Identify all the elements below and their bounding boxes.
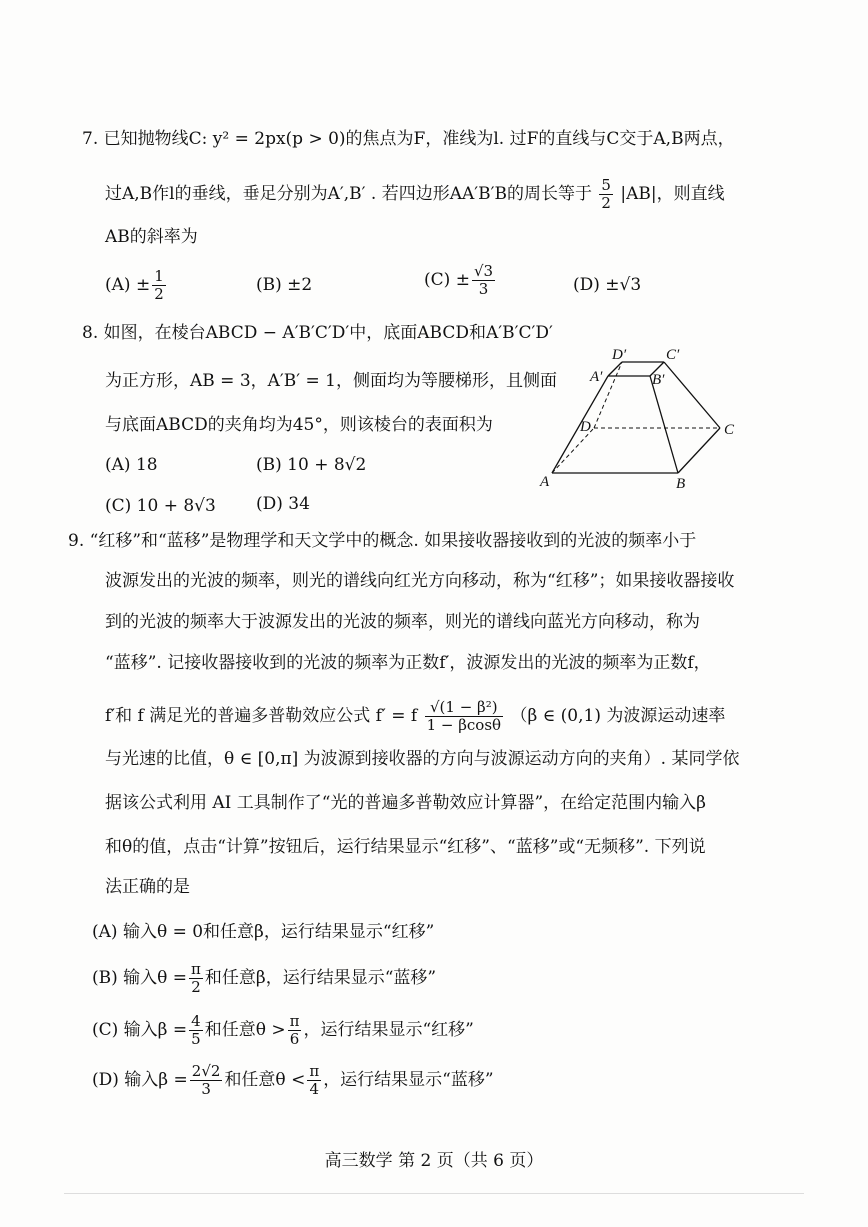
bottom-divider: [64, 1193, 804, 1194]
q8-number: 8.: [82, 323, 99, 343]
label-B1: B′: [652, 372, 665, 388]
q8-option-d: (D) 34: [256, 494, 310, 514]
q9-stem-5b: （β ∈ (0,1) 为波源运动速率: [510, 706, 726, 726]
q9-stem-2: 波源发出的光波的频率，则光的谱线向红光方向移动，称为“红移”；如果接收器接收: [105, 571, 735, 591]
q8-stem-1: 如图，在棱台ABCD − A′B′C′D′中，底面ABCD和A′B′C′D′: [103, 323, 553, 343]
q9-stem-4: “蓝移”. 记接收器接收到的光波的频率为正数f′，波源发出的光波的频率为正数f，: [105, 653, 711, 673]
q9-line-5: [105, 696, 725, 736]
q9-stem-1: “红移”和“蓝移”是物理学和天文学中的概念. 如果接收器接收到的光波的频率小于: [89, 531, 697, 551]
q9-stem-8: 和θ的值，点击“计算”按钮后，运行结果显示“红移”、“蓝移”或“无频移”. 下列说: [105, 837, 706, 857]
q7-stem-3: AB的斜率为: [105, 227, 198, 247]
q9-option-d: (D) 输入β = $\frac{2√2}{3}$ 和任意θ < $\frac{\pi}{4}$ ，运行结果显示“蓝移”: [92, 1062, 494, 1098]
label-A: A: [540, 474, 550, 490]
q9-option-b: (B) 输入θ = $\frac{\pi}{2}$ 和任意β，运行结果显示“蓝移”: [92, 960, 437, 996]
label-D1: D′: [612, 347, 627, 363]
page-footer: 高三数学 第 2 页（共 6 页）: [324, 1151, 544, 1171]
q8-stem-2: 为正方形，AB = 3，A′B′ = 1，侧面均为等腰梯形，且侧面: [105, 371, 557, 391]
q9-option-c: (C) 输入β = $\frac{4}{5}$ 和任意θ > $\frac{\pi}{6}$ ，运行结果显示“红移”: [92, 1012, 474, 1048]
label-C1: C′: [666, 347, 680, 363]
q8-option-a: (A) 18: [105, 455, 158, 475]
q7-number: 7.: [82, 129, 99, 149]
frustum-figure: [530, 340, 750, 495]
q9-number: 9.: [68, 531, 85, 551]
label-A1: A′: [590, 369, 603, 385]
q7-option-c: (C) ± $\frac{√3}{3}$: [424, 262, 494, 298]
q7-stem-2b: |AB|，则直线: [620, 184, 725, 204]
q8-stem-3: 与底面ABCD的夹角均为45°，则该棱台的表面积为: [105, 415, 493, 435]
q7-perimeter-fraction: $\frac{5}{2}$: [601, 176, 611, 212]
q7-option-b: (B) ±2: [256, 275, 313, 295]
q8-option-c: (C) 10 + 8√3: [105, 496, 216, 516]
q9-line-1: [68, 530, 696, 552]
q7-stem-1: 已知抛物线C: y² = 2px(p > 0)的焦点为F，准线为l. 过F的直线与C交于A,B两点，: [103, 129, 735, 149]
q9-option-a: (A) 输入θ = 0和任意β，运行结果显示“红移”: [92, 922, 435, 942]
q7-option-d: (D) ±√3: [573, 275, 642, 295]
q9-stem-9: 法正确的是: [105, 877, 190, 897]
q9-stem-7: 据该公式利用 AI 工具制作了“光的普遍多普勒效应计算器”，在给定范围内输入β: [105, 793, 707, 813]
q8-option-b: (B) 10 + 8√2: [256, 455, 367, 475]
q7-line-1: [82, 128, 735, 150]
doppler-formula-fraction: $\frac{\text{√(1 − β²)}}{1 - \beta\cos\theta}$: [426, 698, 502, 734]
label-D: D: [580, 419, 591, 435]
label-B: B: [676, 476, 686, 492]
q9-stem-5a: f′和 f 满足光的普遍多普勒效应公式 f′ = f: [105, 706, 418, 726]
q9-stem-3: 到的光波的频率大于波源发出的光波的频率，则光的谱线向蓝光方向移动，称为: [105, 612, 700, 632]
q7-option-a: (A) ± $\frac{1}{2}$: [105, 267, 164, 303]
q7-stem-2a: 过A,B作l的垂线，垂足分别为A′,B′ . 若四边形AA′B′B的周长等于: [105, 184, 592, 204]
label-C: C: [724, 422, 735, 438]
q9-stem-6: 与光速的比值，θ ∈ [0,π] 为波源到接收器的方向与波源运动方向的夹角）. 某同学依: [105, 749, 740, 769]
q8-line-1: [82, 322, 553, 344]
q7-line-2: [105, 176, 725, 212]
